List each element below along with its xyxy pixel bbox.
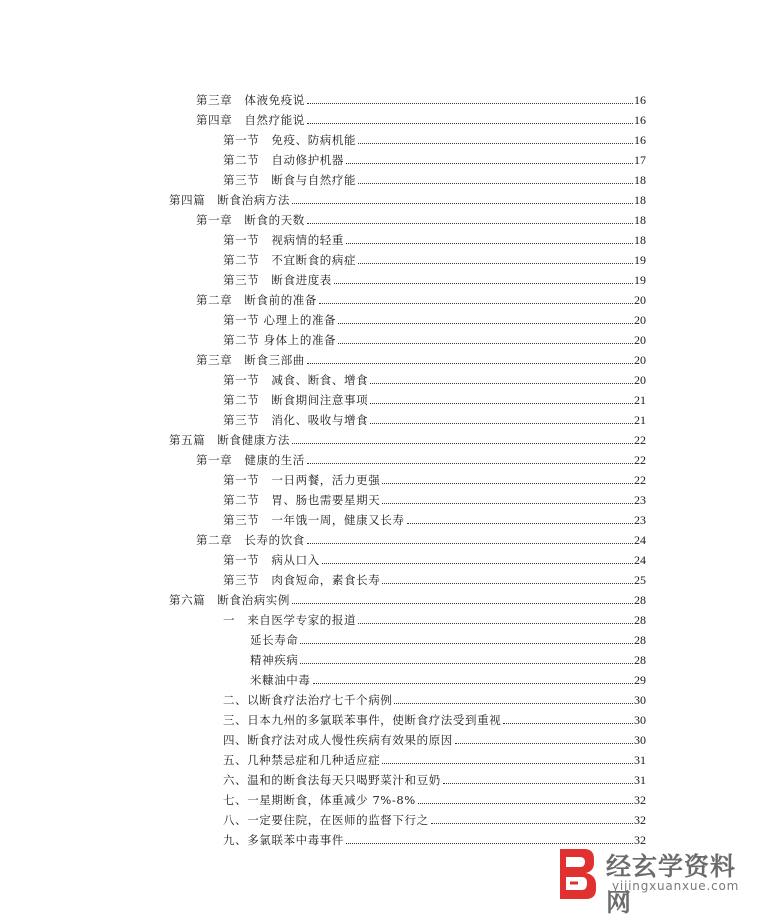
toc-entry[interactable]: [196, 89, 646, 107]
dot-leader: [307, 463, 633, 464]
dot-leader: [313, 683, 634, 684]
dot-leader: [370, 383, 633, 384]
dot-leader: [319, 303, 633, 304]
toc-entry-page: 18: [634, 213, 646, 227]
dot-leader: [300, 663, 633, 664]
toc-entry-label: 第三节 消化、吸收与增食: [223, 413, 369, 427]
toc-entry[interactable]: [250, 629, 646, 647]
toc-entry-label: 精神疾病: [250, 653, 299, 667]
dot-leader: [292, 603, 633, 604]
toc-entry-page: 30: [634, 713, 646, 727]
toc-entry[interactable]: [223, 609, 646, 627]
toc-entry[interactable]: [169, 589, 646, 607]
toc-entry-label: 第三节 肉食短命，素食长寿: [223, 573, 381, 587]
toc-entry-page: 30: [634, 733, 646, 747]
toc-entry[interactable]: [223, 149, 646, 167]
toc-entry-label: 第二节 断食期间注意事项: [223, 393, 369, 407]
dot-leader: [346, 843, 633, 844]
toc-entry-label: 第二章 断食前的准备: [196, 293, 317, 307]
toc-entry-label: 第二节 身体上的准备: [223, 333, 337, 347]
dot-leader: [338, 323, 633, 324]
dot-leader: [307, 223, 633, 224]
toc-entry-label: 三、日本九州的多氯联苯事件，使断食疗法受到重视: [223, 713, 502, 727]
dot-leader: [307, 543, 633, 544]
toc-entry-page: 31: [634, 773, 646, 787]
toc-entry[interactable]: [223, 169, 646, 187]
dot-leader: [292, 203, 633, 204]
dot-leader: [307, 363, 633, 364]
dot-leader: [358, 623, 633, 624]
dot-leader: [407, 523, 634, 524]
toc-entry-page: 19: [634, 253, 646, 267]
toc-entry-label: 第一章 断食的天数: [196, 213, 305, 227]
toc-entry-page: 25: [634, 573, 646, 587]
toc-entry-page: 29: [634, 673, 646, 687]
toc-entry[interactable]: [223, 489, 646, 507]
toc-entry[interactable]: [223, 229, 646, 247]
site-logo-icon: [554, 845, 600, 901]
toc-entry[interactable]: [223, 709, 646, 727]
dot-leader: [346, 163, 633, 164]
toc-entry-label: 六、温和的断食法每天只喝野菜汁和豆奶: [223, 773, 441, 787]
toc-entry-label: 第五篇 断食健康方法: [169, 433, 290, 447]
toc-entry-page: 28: [634, 593, 646, 607]
dot-leader: [443, 783, 633, 784]
toc-entry[interactable]: [223, 269, 646, 287]
toc-entry[interactable]: [223, 809, 646, 827]
toc-entry-page: 21: [634, 393, 646, 407]
toc-entry[interactable]: [223, 549, 646, 567]
dot-leader: [394, 703, 633, 704]
toc-entry[interactable]: [223, 409, 646, 427]
toc-entry-page: 18: [634, 193, 646, 207]
toc-entry-page: 21: [634, 413, 646, 427]
toc-entry-page: 18: [634, 233, 646, 247]
toc-entry[interactable]: [223, 469, 646, 487]
toc-entry[interactable]: [196, 109, 646, 127]
toc-entry[interactable]: [223, 389, 646, 407]
toc-entry-page: 16: [634, 133, 646, 147]
toc-entry[interactable]: [223, 729, 646, 747]
dot-leader: [503, 723, 633, 724]
toc-entry[interactable]: [223, 749, 646, 767]
toc-entry-page: 23: [634, 493, 646, 507]
toc-entry-label: 九、多氯联苯中毒事件: [223, 833, 344, 847]
toc-entry[interactable]: [223, 369, 646, 387]
toc-entry-page: 20: [634, 333, 646, 347]
dot-leader: [382, 483, 633, 484]
toc-entry-label: 第三节 断食与自然疗能: [223, 173, 357, 187]
toc-entry-page: 20: [634, 373, 646, 387]
toc-entry[interactable]: [169, 189, 646, 207]
dot-leader: [307, 123, 633, 124]
watermark-url: yijingxuanxue.com: [612, 879, 740, 893]
toc-entry[interactable]: [196, 209, 646, 227]
toc-entry[interactable]: [250, 669, 646, 687]
toc-entry-label: 第四篇 断食治病方法: [169, 193, 290, 207]
toc-entry-page: 20: [634, 293, 646, 307]
toc-entry-label: 米糠油中毒: [250, 673, 311, 687]
toc-entry-label: 第一章 健康的生活: [196, 453, 305, 467]
toc-entry-label: 第二节 不宜断食的病症: [223, 253, 357, 267]
toc-entry-label: 二、以断食疗法治疗七千个病例: [223, 693, 393, 707]
toc-entry-page: 30: [634, 693, 646, 707]
toc-entry-label: 一 来自医学专家的报道: [223, 613, 357, 627]
toc-entry-page: 23: [634, 513, 646, 527]
dot-leader: [382, 763, 633, 764]
toc-entry-label: 第二节 自动修护机器: [223, 153, 344, 167]
toc-entry-label: 第三章 体液免疫说: [196, 93, 305, 107]
toc-entry[interactable]: [169, 429, 646, 447]
toc-entry-page: 18: [634, 173, 646, 187]
dot-leader: [338, 343, 633, 344]
toc-entry-page: 16: [634, 113, 646, 127]
dot-leader: [292, 443, 633, 444]
toc-entry-page: 24: [634, 533, 646, 547]
toc-entry-label: 第三章 断食三部曲: [196, 353, 305, 367]
toc-entry[interactable]: [223, 309, 646, 327]
toc-entry[interactable]: [196, 289, 646, 307]
toc-entry-label: 第二节 胃、肠也需要星期天: [223, 493, 381, 507]
toc-entry-label: 第六篇 断食治病实例: [169, 593, 290, 607]
toc-entry[interactable]: [223, 129, 646, 147]
toc-entry-page: 28: [634, 653, 646, 667]
dot-leader: [358, 183, 633, 184]
toc-entry-page: 20: [634, 313, 646, 327]
dot-leader: [370, 423, 633, 424]
toc-entry-page: 28: [634, 633, 646, 647]
dot-leader: [370, 403, 633, 404]
toc-entry[interactable]: [223, 769, 646, 787]
toc-entry[interactable]: [196, 529, 646, 547]
toc-entry-page: 22: [634, 473, 646, 487]
toc-entry-label: 第四章 自然疗能说: [196, 113, 305, 127]
toc-entry-label: 八、一定要住院，在医师的监督下行之: [223, 813, 429, 827]
watermark-title: 经玄学资料网: [606, 852, 737, 917]
toc-entry[interactable]: [250, 649, 646, 667]
toc-entry[interactable]: [223, 249, 646, 267]
toc-entry-page: 32: [634, 793, 646, 807]
toc-entry-page: 22: [634, 433, 646, 447]
toc-entry[interactable]: [223, 569, 646, 587]
dot-leader: [455, 743, 633, 744]
dot-leader: [300, 643, 633, 644]
toc-entry[interactable]: [223, 509, 646, 527]
toc-entry-page: 20: [634, 353, 646, 367]
toc-entry-label: 延长寿命: [250, 633, 299, 647]
toc-entry[interactable]: [196, 449, 646, 467]
toc-entry-page: 17: [634, 153, 646, 167]
toc-entry-label: 第一节 一日两餐，活力更强: [223, 473, 381, 487]
dot-leader: [382, 503, 633, 504]
toc-entry-label: 第二章 长寿的饮食: [196, 533, 305, 547]
toc-entry-page: 32: [634, 813, 646, 827]
toc-entry-label: 七、一星期断食，体重减少 7%-8%: [223, 793, 416, 807]
toc-entry-label: 第一节 心理上的准备: [223, 313, 337, 327]
dot-leader: [307, 103, 633, 104]
site-watermark: [554, 845, 754, 917]
toc-entry-page: 28: [634, 613, 646, 627]
dot-leader: [431, 823, 633, 824]
toc-entry-label: 第一节 病从口入: [223, 553, 320, 567]
toc-entry-label: 第一节 免疫、防病机能: [223, 133, 357, 147]
toc-entry-label: 第一节 减食、断食、增食: [223, 373, 369, 387]
dot-leader: [346, 243, 633, 244]
toc-entry-label: 第一节 视病情的轻重: [223, 233, 344, 247]
dot-leader: [358, 263, 633, 264]
toc-entry-page: 16: [634, 93, 646, 107]
toc-entry[interactable]: [223, 329, 646, 347]
toc-entry-label: 第三节 一年饿一周，健康又长寿: [223, 513, 405, 527]
toc-entry[interactable]: [196, 349, 646, 367]
toc-entry[interactable]: [223, 789, 646, 807]
dot-leader: [334, 283, 633, 284]
toc-entry-page: 31: [634, 753, 646, 767]
toc-entry-page: 19: [634, 273, 646, 287]
dot-leader: [358, 143, 633, 144]
toc-entry-page: 32: [634, 833, 646, 847]
dot-leader: [382, 583, 633, 584]
dot-leader: [322, 563, 633, 564]
toc-entry-label: 四、断食疗法对成人慢性疾病有效果的原因: [223, 733, 453, 747]
toc-entry-label: 五、几种禁忌症和几种适应症: [223, 753, 381, 767]
toc-entry[interactable]: [223, 689, 646, 707]
dot-leader: [418, 803, 633, 804]
toc-entry-label: 第三节 断食进度表: [223, 273, 332, 287]
toc-entry-page: 24: [634, 553, 646, 567]
toc-entry-page: 22: [634, 453, 646, 467]
